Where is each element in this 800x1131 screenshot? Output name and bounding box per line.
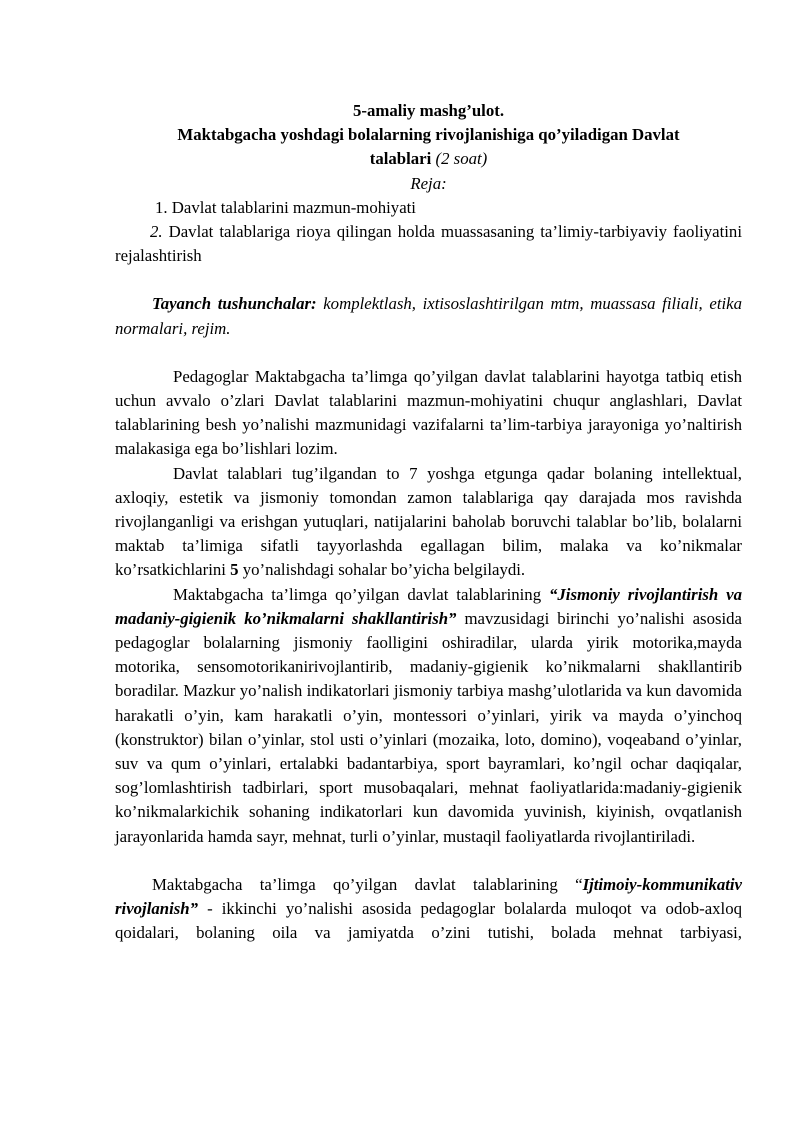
paragraph-3-text-a: Maktabgacha ta’limga qo’yilgan davlat talablarining [173, 584, 549, 604]
lesson-title-bold: talablari [369, 149, 432, 169]
lesson-number: 5-amaliy mashg’ulot. [352, 101, 505, 120]
lesson-title-line2 [115, 147, 742, 171]
spacer [115, 341, 742, 365]
paragraph-3 [115, 583, 742, 849]
keywords-label: Tayanch tushunchalar: [152, 294, 317, 314]
paragraph-4 [115, 873, 742, 946]
plan-item-1-number: 1. [155, 197, 168, 217]
plan-item-1-text: Davlat talablarini mazmun-mohiyati [167, 197, 416, 217]
keywords-paragraph [115, 292, 742, 340]
paragraph-4-emphasis: Ijtimoiy-kommunikativ rivojlanish” [115, 874, 742, 919]
document-page [115, 99, 742, 946]
paragraph-2 [115, 462, 742, 583]
plan-item-2-number: 2. [150, 222, 163, 242]
paragraph-2-text-b: yo’nalishdagi sohalar bo’yicha belgilaydi. [238, 560, 526, 580]
lesson-title-line1: Maktabgacha yoshdagi bolalarning rivojlanishiga qo’yiladigan Davlat [177, 125, 680, 145]
keywords-text: komplektlash, ixtisoslashtirilgan mtm, muassasa filiali, etika normalari, rejim. [115, 294, 742, 338]
plan-heading: Reja: [410, 173, 447, 193]
plan-item-2-text: Davlat talablariga rioya qilingan holda muassasaning ta’limiy-tarbiyaviy faoliyatini rejalashtirish [115, 222, 742, 266]
spacer [115, 849, 742, 873]
plan-item-2 [115, 220, 742, 268]
paragraph-2-text-a: Davlat talablari tug’ilgandan to 7 yoshga etgunga qadar bolaning intellektual, axloqiy, estetik va jismoniy tomondan zamon talablariga qay darajada mos ravishda rivojlanganligi va erishgan yutuqlari, natijalarini baholab boruvchi talablar bo’lib, bolalarni maktab ta’limiga sifatli tayyorlashda egallagan bilim, malaka va ko’nikmalar ko’rsatkichlarini [115, 463, 742, 580]
plan-item-1 [115, 196, 742, 220]
paragraph-1: Pedagoglar Maktabgacha ta’limga qo’yilgan davlat talablarini hayotga tatbiq etish uchun avvalo o’zlari Davlat talablarini mazmun-mohiyatini chuqur anglashlari, Davlat talablarining besh yo’nalishi mazmunidagi vazifalarni ta’lim-tarbiya jarayoniga yo’naltirish malakasiga ega bo’lishlari lozim. [115, 366, 742, 459]
lesson-hours: (2 soat) [431, 149, 488, 169]
paragraph-3-text-b: mavzusidagi birinchi yo’nalishi asosida pedagoglar bolalarning jismoniy faolligini oshiradilar, ularda yirik motorika,mayda motorika, sensomotorikanirivojlantirib, madaniy-gigienik ko’nikmalarni shakllantirib boradilar. Mazkur yo’nalish indikatorlari jismoniy tarbiya mashg’ulotlarida va kun davomida harakatli o’yin, kam harakatli o’yin, montessori o’yinlari, yirik va mayda o’yinchoq (konstruktor) bilan o’yinlar, stol usti o’yinlari (mozaika, loto, domino), voqeaband o’yinlar, suv va qum o’yinlari, ertalabki badantarbiya, sport bayramlari, ko’ngil ochar daqiqalar, sog’lomlashtirish tadbirlari, sport musobaqalari, mehnat faoliyatlarida:madaniy-gigienik ko’nikmalarkichik sohaning indikatorlari kun davomida yuvinish, kiyinish, ovqatlanish jarayonlarida hamda sayr, mehnat, turli o’yinlar, mustaqil faoliyatlarda rivojlantiriladi. [115, 608, 742, 846]
paragraph-4-text-b: - ikkinchi yo’nalishi asosida pedagoglar bolalarda muloqot va odob-axloq qoidalari, bolaning oila va jamiyatda o’zini tutishi, bolada mehnat tarbiyasi, [115, 899, 742, 943]
paragraph-2-number: 5 [230, 560, 239, 580]
paragraph-4-text-a: Maktabgacha ta’limga qo’yilgan davlat talablarining “ [152, 874, 583, 894]
paragraph-3-emphasis: “Jismoniy rivojlantirish va madaniy-gigienik ko’nikmalarni shakllantirish” [115, 584, 742, 628]
spacer [115, 268, 742, 292]
